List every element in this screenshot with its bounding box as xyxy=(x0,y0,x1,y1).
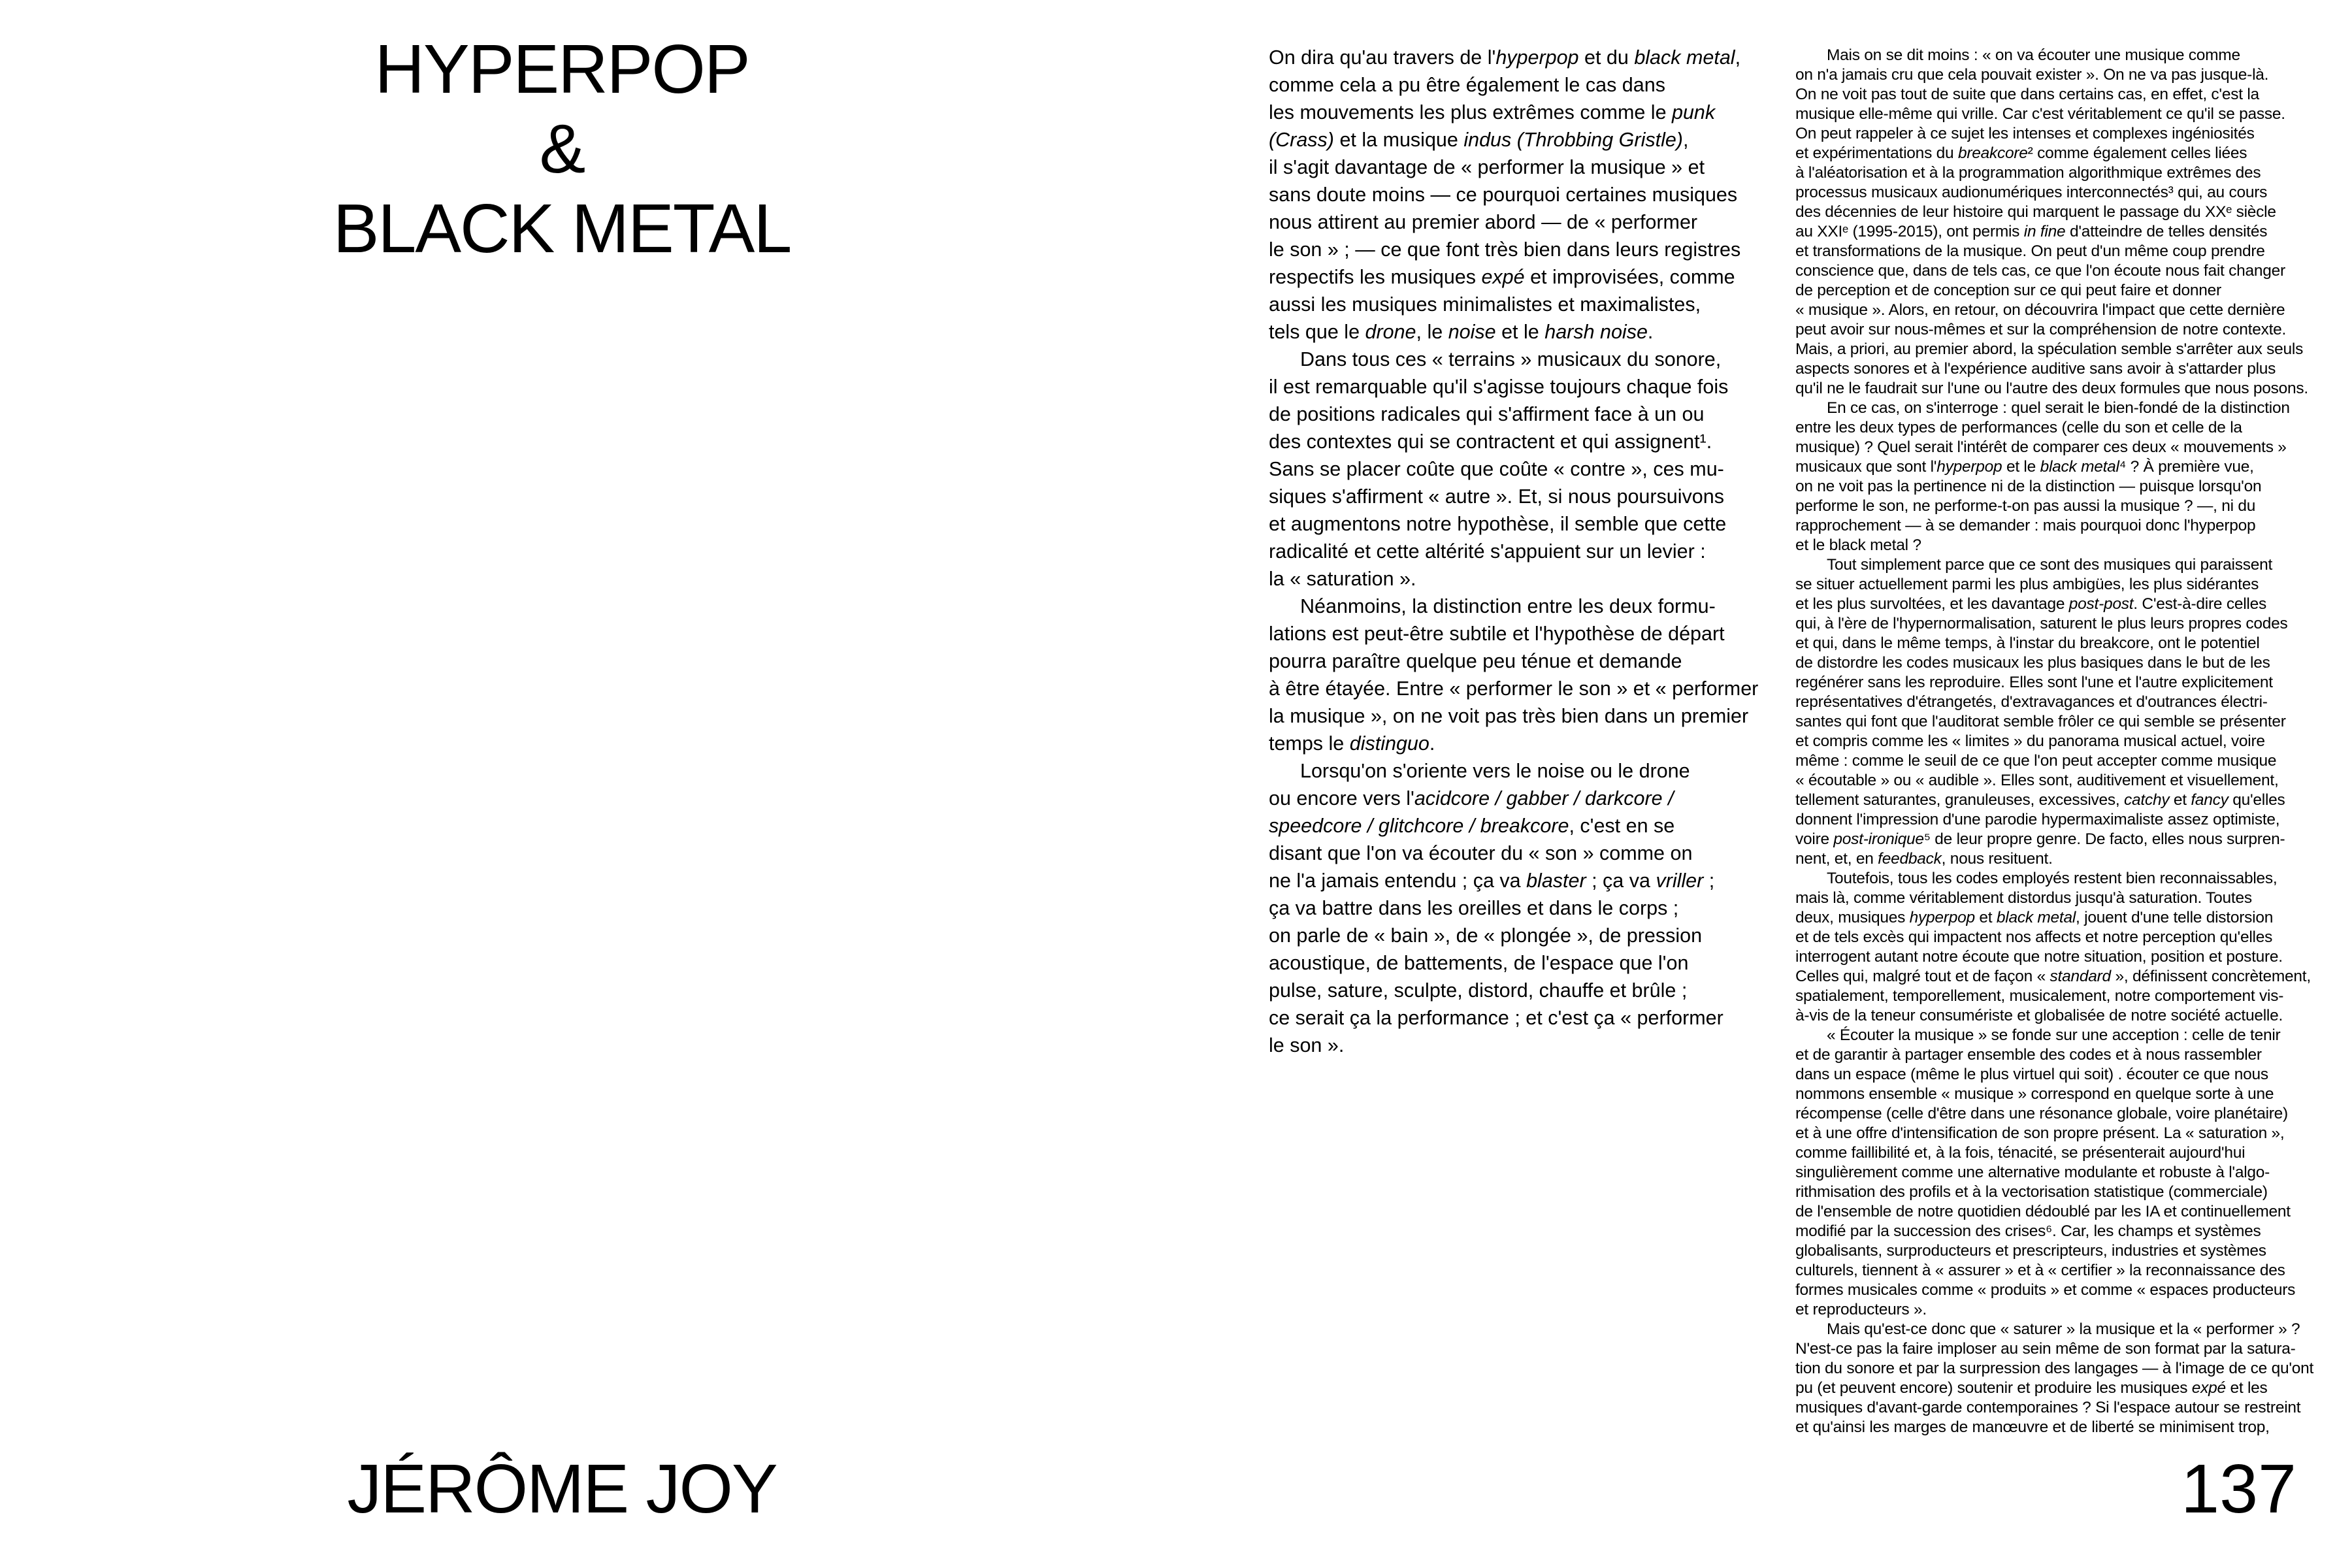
text-line: de positions radicales qui s'affirment face à un ou xyxy=(1269,403,1705,425)
text-line: on parle de « bain », de « plongée », de pression xyxy=(1269,924,1703,947)
text-line: il est remarquable qu'il s'agisse toujours chaque fois xyxy=(1269,376,1729,398)
body-column-middle xyxy=(1269,44,1801,1059)
text-line: tion du sonore et par la surpression des langages — à l'image de ce qu'ont xyxy=(1795,1360,2314,1377)
text-line: deux, musiques hyperpop et black metal, jouent d'une telle distorsion xyxy=(1795,909,2274,926)
text-line: et compris comme les « limites » du panorama musical actuel, voire xyxy=(1795,732,2265,750)
text-line: et augmentons notre hypothèse, il semble que cette xyxy=(1269,513,1727,535)
text-line: acoustique, de battements, de l'espace que l'on xyxy=(1269,952,1689,974)
text-line: processus musicaux audionumériques interconnectés³ qui, au cours xyxy=(1795,184,2268,201)
text-line: Toutefois, tous les codes employés restent bien reconnaissables, xyxy=(1827,870,2278,887)
text-line: Sans se placer coûte que coûte « contre », ces mu- xyxy=(1269,458,1724,480)
title-line-2: & xyxy=(539,110,585,188)
text-line: peut avoir sur nous-mêmes et sur la compréhension de notre contexte. xyxy=(1795,321,2287,338)
text-line: sans doute moins — ce pourquoi certaines musiques xyxy=(1269,184,1738,206)
text-line: et les plus survoltées, et les davantage post-post. C'est-à-dire celles xyxy=(1795,595,2266,613)
text-line: On dira qu'au travers de l'hyperpop et du black metal, xyxy=(1269,46,1741,69)
text-line: Tout simplement parce que ce sont des musiques qui paraissent xyxy=(1827,556,2273,574)
text-line: tels que le drone, le noise et le harsh noise. xyxy=(1269,321,1654,343)
text-line: « musique ». Alors, en retour, on découvrira l'impact que cette dernière xyxy=(1795,301,2285,319)
text-line: aspects sonores et à l'expérience auditive sans avoir à s'attarder plus xyxy=(1795,360,2276,378)
text-line: ce serait ça la performance ; et c'est ça « performer xyxy=(1269,1007,1723,1029)
text-line: En ce cas, on s'interroge : quel serait le bien-fondé de la distinction xyxy=(1827,399,2290,417)
text-line: comme faillibilité et, à la fois, ténacité, se présenterait aujourd'hui xyxy=(1795,1144,2246,1162)
text-line: Néanmoins, la distinction entre les deux formu- xyxy=(1300,595,1716,617)
text-line: représentatives d'étrangetés, d'extravagances et d'outrances électri- xyxy=(1795,693,2268,711)
text-line: conscience que, dans de tels cas, ce que l'on écoute nous fait changer xyxy=(1795,262,2285,280)
paragraph xyxy=(1795,1320,2318,1437)
text-line: de l'ensemble de notre quotidien dédoublé par les IA et continuellement xyxy=(1795,1203,2291,1220)
text-line: à l'aléatorisation et à la programmation algorithmique extrêmes des xyxy=(1795,164,2261,182)
text-line: on ne voit pas la pertinence ni de la distinction — puisque lorsqu'on xyxy=(1795,478,2262,495)
text-line: et transformations de la musique. On peut d'un même coup prendre xyxy=(1795,242,2265,260)
text-line: globalisants, surproducteurs et prescripteurs, industries et systèmes xyxy=(1795,1242,2266,1260)
text-line: pu (et peuvent encore) soutenir et produire les musiques expé et les xyxy=(1795,1379,2268,1397)
paragraph xyxy=(1795,555,2318,869)
paragraph xyxy=(1795,46,2318,399)
paragraph xyxy=(1269,346,1801,593)
text-line: au XXIᵉ (1995-2015), ont permis in fine d'atteindre de telles densités xyxy=(1795,223,2268,240)
text-line: formes musicales comme « produits » et comme « espaces producteurs xyxy=(1795,1281,2296,1299)
text-line: N'est-ce pas la faire imploser au sein même de son format par la satura- xyxy=(1795,1340,2296,1358)
text-line: donnent l'impression d'une parodie hypermaximaliste assez optimiste, xyxy=(1795,811,2280,828)
text-line: la musique », on ne voit pas très bien dans un premier xyxy=(1269,705,1749,727)
text-line: des décennies de leur histoire qui marquent le passage du XXᵉ siècle xyxy=(1795,203,2276,221)
text-line: et de tels excès qui impactent nos affects et notre perception qu'elles xyxy=(1795,928,2273,946)
text-line: ça va battre dans les oreilles et dans le corps ; xyxy=(1269,897,1679,919)
text-line: (Crass) et la musique indus (Throbbing Gristle), xyxy=(1269,129,1689,151)
paragraph xyxy=(1269,593,1801,757)
text-line: on n'a jamais cru que cela pouvait exister ». On ne va pas jusque-là. xyxy=(1795,66,2269,84)
text-line: musique elle-même qui vrille. Car c'est véritablement ce qu'il se passe. xyxy=(1795,105,2285,123)
text-line: voire post-ironique⁵ de leur propre genre. De facto, elles nous surpren- xyxy=(1795,830,2285,848)
text-line: qui, à l'ère de l'hypernormalisation, saturent le plus leurs propres codes xyxy=(1795,615,2288,632)
text-line: et expérimentations du breakcore² comme également celles liées xyxy=(1795,144,2247,162)
text-line: « Écouter la musique » se fonde sur une acception : celle de tenir xyxy=(1827,1026,2281,1044)
text-line: rapprochement — à se demander : mais pourquoi donc l'hyperpop xyxy=(1795,517,2256,534)
text-line: à être étayée. Entre « performer le son » et « performer xyxy=(1269,678,1759,700)
text-line: des contextes qui se contractent et qui assignent¹. xyxy=(1269,431,1712,453)
text-line: « écoutable » ou « audible ». Elles sont, auditivement et visuellement, xyxy=(1795,772,2279,789)
text-line: tellement saturantes, granuleuses, excessives, catchy et fancy qu'elles xyxy=(1795,791,2285,809)
paragraph xyxy=(1795,869,2318,1026)
body-column-right xyxy=(1795,46,2318,1437)
text-line: même : comme le seuil de ce que l'on peut accepter comme musique xyxy=(1795,752,2277,770)
text-line: musiques d'avant-garde contemporaines ? Si l'espace autour se restreint xyxy=(1795,1399,2301,1416)
text-line: aussi les musiques minimalistes et maximalistes, xyxy=(1269,293,1701,316)
paragraph xyxy=(1269,44,1801,346)
text-line: Mais, a priori, au premier abord, la spéculation semble s'arrêter aux seuls xyxy=(1795,340,2304,358)
text-line: pourra paraître quelque peu ténue et demande xyxy=(1269,650,1682,672)
text-line: interrogent autant notre écoute que notre situation, position et posture. xyxy=(1795,948,2283,966)
text-line: On peut rappeler à ce sujet les intenses et complexes ingéniosités xyxy=(1795,125,2255,142)
text-line: à-vis de la teneur consumériste et globalisée de notre société actuelle. xyxy=(1795,1007,2283,1024)
text-line: dans un espace (même le plus virtuel qui soit) . écouter ce que nous xyxy=(1795,1066,2268,1083)
text-line: respectifs les musiques expé et improvisées, comme xyxy=(1269,266,1735,288)
text-line: regénérer sans les reproduire. Elles sont l'une et l'autre explicitement xyxy=(1795,674,2273,691)
text-line: et de garantir à partager ensemble des codes et à nous rassembler xyxy=(1795,1046,2262,1064)
text-line: de perception et de conception sur ce qui peut faire et donner xyxy=(1795,282,2221,299)
text-line: entre les deux types de performances (celle du son et celle de la xyxy=(1795,419,2242,436)
text-line: temps le distinguo. xyxy=(1269,732,1435,755)
title-line-1: HYPERPOP xyxy=(374,31,749,108)
page-number: 137 xyxy=(2181,1450,2296,1527)
text-line: modifié par la succession des crises⁶. Car, les champs et systèmes xyxy=(1795,1222,2261,1240)
text-line: nent, et, en feedback, nous resituent. xyxy=(1795,850,2053,868)
text-line: comme cela a pu être également le cas dans xyxy=(1269,74,1665,96)
text-line: récompense (celle d'être dans une résonance globale, voire planétaire) xyxy=(1795,1105,2288,1122)
text-line: et reproducteurs ». xyxy=(1795,1301,1927,1318)
text-line: pulse, sature, sculpte, distord, chauffe et brûle ; xyxy=(1269,979,1688,1002)
text-line: lations est peut-être subtile et l'hypothèse de départ xyxy=(1269,623,1725,645)
text-line: le son » ; — ce que font très bien dans leurs registres xyxy=(1269,238,1741,261)
text-line: il s'agit davantage de « performer la musique » et xyxy=(1269,156,1705,178)
text-line: et qui, dans le même temps, à l'instar du breakcore, ont le potentiel xyxy=(1795,634,2260,652)
text-line: de distordre les codes musicaux les plus basiques dans le but de les xyxy=(1795,654,2270,672)
text-line: musicaux que sont l'hyperpop et le black metal⁴ ? À première vue, xyxy=(1795,458,2254,476)
text-line: spatialement, temporellement, musicalement, notre comportement vis- xyxy=(1795,987,2284,1005)
text-line: siques s'affirment « autre ». Et, si nous poursuivons xyxy=(1269,485,1724,508)
text-line: Lorsqu'on s'oriente vers le noise ou le drone xyxy=(1300,760,1690,782)
text-line: musique) ? Quel serait l'intérêt de comparer ces deux « mouvements » xyxy=(1795,438,2287,456)
text-line: disant que l'on va écouter du « son » comme on xyxy=(1269,842,1693,864)
text-line: ne l'a jamais entendu ; ça va blaster ; ça va vriller ; xyxy=(1269,870,1715,892)
article-title xyxy=(222,29,902,269)
text-line: Celles qui, malgré tout et de façon « standard », définissent concrètement, xyxy=(1795,968,2311,985)
text-line: et qu'ainsi les marges de manœuvre et de liberté se minimisent trop, xyxy=(1795,1418,2270,1436)
text-line: nous attirent au premier abord — de « performer xyxy=(1269,211,1698,233)
paragraph xyxy=(1795,1026,2318,1320)
text-line: la « saturation ». xyxy=(1269,568,1416,590)
text-line: rithmisation des profils et à la vectorisation statistique (commerciale) xyxy=(1795,1183,2268,1201)
title-line-3: BLACK METAL xyxy=(333,190,791,267)
text-line: et le black metal ? xyxy=(1795,536,1921,554)
paragraph xyxy=(1795,399,2318,555)
text-line: et à une offre d'intensification de son propre présent. La « saturation », xyxy=(1795,1124,2285,1142)
text-line: singulièrement comme une alternative modulante et robuste à l'algo- xyxy=(1795,1164,2270,1181)
text-line: Dans tous ces « terrains » musicaux du sonore, xyxy=(1300,348,1722,370)
text-line: les mouvements les plus extrêmes comme le punk xyxy=(1269,101,1716,123)
text-line: mais là, comme véritablement distordus jusqu'à saturation. Toutes xyxy=(1795,889,2252,907)
text-line: qu'il ne le faudrait sur l'une ou l'autre des deux formules que nous posons. xyxy=(1795,380,2308,397)
text-line: speedcore / glitchcore / breakcore, c'est en se xyxy=(1269,815,1675,837)
author-name: JÉRÔME JOY xyxy=(347,1450,777,1527)
text-line: santes qui font que l'auditorat semble frôler ce qui semble se présenter xyxy=(1795,713,2286,730)
paragraph xyxy=(1269,757,1801,1059)
text-line: radicalité et cette altérité s'appuient sur un levier : xyxy=(1269,540,1706,563)
text-line: ou encore vers l'acidcore / gabber / darkcore / xyxy=(1269,787,1674,809)
text-line: performe le son, ne performe-t-on pas aussi la musique ? —, ni du xyxy=(1795,497,2256,515)
text-line: Mais qu'est-ce donc que « saturer » la musique et la « performer » ? xyxy=(1827,1320,2300,1338)
text-line: culturels, tiennent à « assurer » et à « certifier » la reconnaissance des xyxy=(1795,1262,2285,1279)
text-line: le son ». xyxy=(1269,1034,1345,1056)
text-line: On ne voit pas tout de suite que dans certains cas, en effet, c'est la xyxy=(1795,86,2259,103)
text-line: nommons ensemble « musique » correspond en quelque sorte à une xyxy=(1795,1085,2274,1103)
text-line: se situer actuellement parmi les plus ambigües, les plus sidérantes xyxy=(1795,576,2259,593)
text-line: Mais on se dit moins : « on va écouter une musique comme xyxy=(1827,46,2240,64)
